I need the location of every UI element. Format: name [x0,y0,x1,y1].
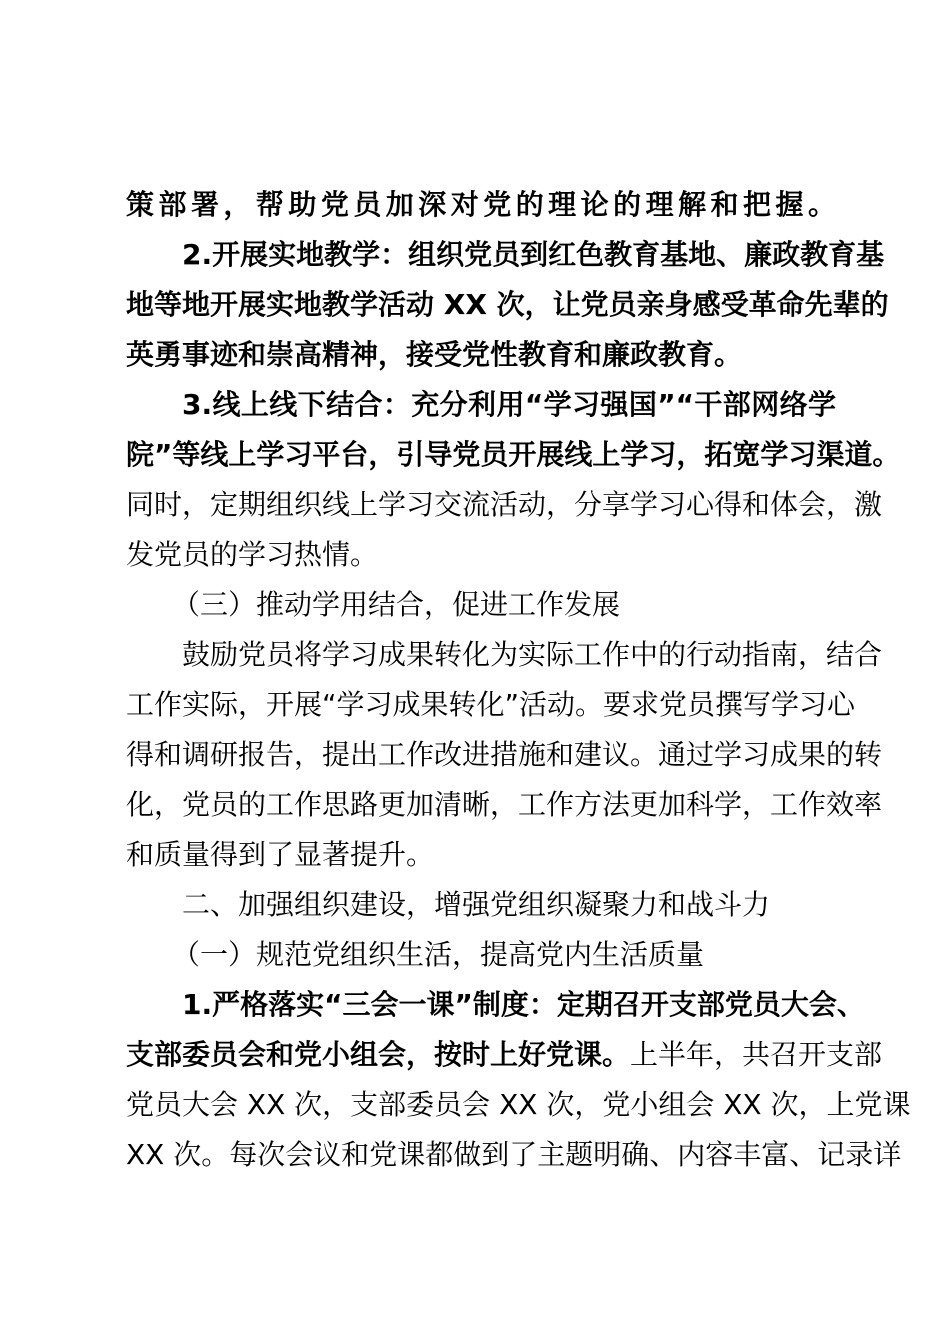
paragraph-line [126,185,836,225]
text-segment: 工作实际，开展“学习成果转化”活动。要求党员撰写学习心 [126,688,856,721]
paragraph-line [182,635,883,675]
text-segment: 院”等线上学习平台，引导党员开展线上学习，拓宽学习渠道。 [126,438,901,471]
text-segment: 英勇事迹和崇高精神，接受党性教育和廉政教育。 [126,338,743,371]
text-segment: 二、加强组织建设，增强党组织凝聚力和战斗力 [182,888,771,921]
text-segment: （三）推动学用结合，促进工作发展 [172,588,621,621]
paragraph-line [182,385,836,425]
text-segment: 鼓励党员将学习成果转化为实际工作中的行动指南，结合 [182,638,883,671]
chapter-heading [182,885,836,925]
section-heading [172,935,826,975]
text-segment: 化，党员的工作思路更加清晰，工作方法更加科学，工作效率 [126,788,883,821]
paragraph-line [126,435,901,475]
text-segment: 2.开展实地教学：组织党员到红色教育基地、廉政教育基 [182,238,885,271]
text-segment: 上半年，共召开支部 [630,1038,883,1071]
paragraph-line [182,985,865,1025]
text-segment: 策部署，帮助党员加深对党的理论的理解和把握。 [126,188,836,221]
text-segment: 和质量得到了显著提升。 [126,838,435,871]
text-segment: 党员大会 XX 次，支部委员会 XX 次，党小组会 XX 次，上党课 [126,1088,911,1121]
paragraph-line [126,685,856,725]
paragraph-line [126,335,836,375]
text-segment: 地等地开展实地教学活动 XX 次，让党员亲身感受革命先辈的 [126,288,889,321]
text-segment-bold: 支部委员会和党小组会，按时上好党课。 [126,1038,631,1071]
paragraph-line [126,835,836,875]
paragraph-line [126,785,883,825]
text-segment: （一）规范党组织生活，提高党内生活质量 [172,938,705,971]
paragraph-line [126,535,836,575]
paragraph-line [126,1085,911,1125]
paragraph-line [182,235,885,275]
text-segment: 同时，定期组织线上学习交流活动，分享学习心得和体会，激 [126,488,883,521]
paragraph-line [126,1135,902,1175]
paragraph-line [126,1035,883,1075]
paragraph-line [126,735,883,775]
paragraph-line [126,485,883,525]
text-segment: 3.线上线下结合：充分利用“学习强国”“干部网络学 [182,388,836,421]
text-segment: 1.严格落实“三会一课”制度：定期召开支部党员大会、 [182,988,865,1021]
text-segment: XX 次。每次会议和党课都做到了主题明确、内容丰富、记录详 [126,1138,902,1171]
text-segment: 得和调研报告，提出工作改进措施和建议。通过学习成果的转 [126,738,883,771]
text-segment: 发党员的学习热情。 [126,538,379,571]
paragraph-line [126,285,889,325]
section-heading [172,585,826,625]
